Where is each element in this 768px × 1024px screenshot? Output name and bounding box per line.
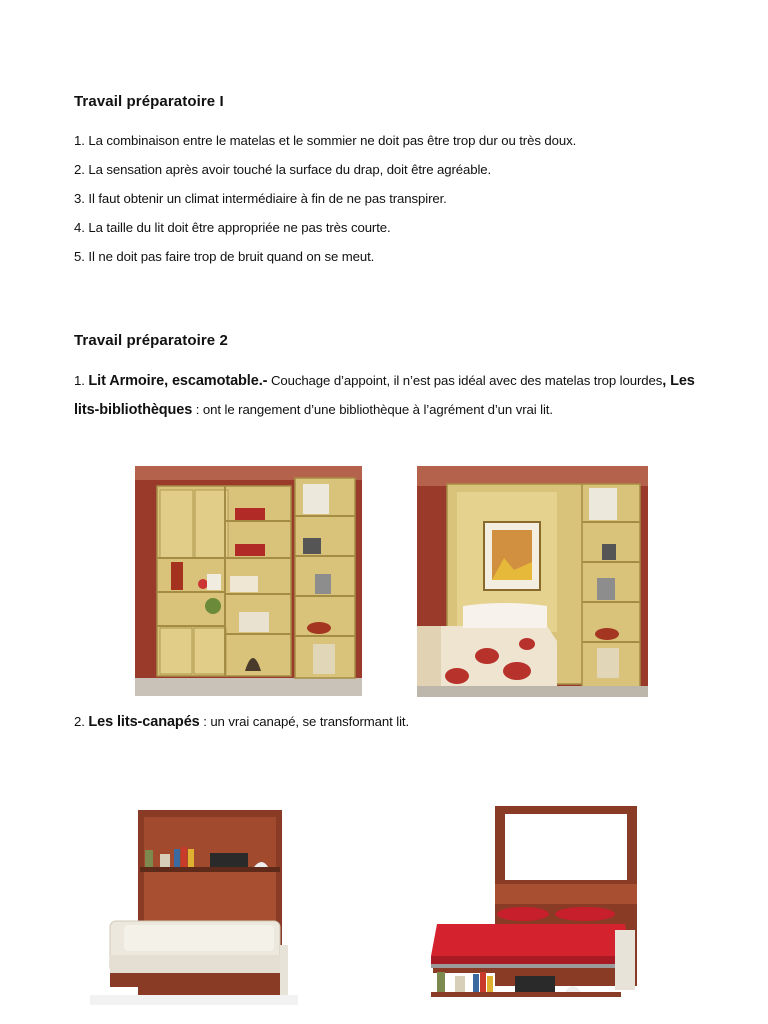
paragraph-text: : ont le rangement d’une bibliothèque à l’agrément d’un vrai lit. xyxy=(192,401,553,417)
list-item-text: La sensation après avoir touché la surface du drap, doit être agréable. xyxy=(88,162,492,177)
list-item xyxy=(74,218,576,247)
wall-bed-closed-bookcase-photo xyxy=(135,466,362,696)
section2-title: Travail préparatoire 2 xyxy=(74,332,228,349)
list-item-text: Il faut obtenir un climat intermédiaire à fin de ne pas transpirer. xyxy=(88,191,447,206)
bold-term-sofa-beds: Les lits-canapés xyxy=(88,714,200,730)
list-item-number: 5. xyxy=(74,249,85,264)
list-item-number: 3. xyxy=(74,191,85,206)
paragraph-text: Couchage d’appoint, il n’est pas idéal avec des matelas trop lourdes xyxy=(267,373,663,388)
list-item-number: 2. xyxy=(74,162,85,177)
section1-title: Travail préparatoire I xyxy=(74,93,224,110)
sofa-wall-bed-open-photo xyxy=(425,800,645,1010)
requirements-list xyxy=(74,131,576,276)
list-item xyxy=(74,131,576,160)
list-item-number: 4. xyxy=(74,220,85,235)
paragraph-number: 2. xyxy=(74,714,85,729)
sofa-wall-bed-closed-photo xyxy=(90,805,298,1005)
paragraph-number: 1. xyxy=(74,373,85,388)
list-item-text: La combinaison entre le matelas et le sommier ne doit pas être trop dur ou très doux. xyxy=(88,133,577,148)
list-item xyxy=(74,247,576,276)
wall-bed-paragraph xyxy=(74,367,714,424)
bold-term-bookcase-beds: , Les lits-bibliothèques xyxy=(74,373,695,418)
paragraph-text: : un vrai canapé, se transformant lit. xyxy=(199,714,410,729)
list-item xyxy=(74,160,576,189)
list-item-text: La taille du lit doit être appropriée ne pas très courte. xyxy=(88,220,391,235)
list-item-text: Il ne doit pas faire trop de bruit quand on se meut. xyxy=(88,249,375,264)
list-item xyxy=(74,189,576,218)
sofa-bed-paragraph xyxy=(74,708,714,737)
bold-term-wall-bed: Lit Armoire, escamotable.- xyxy=(88,373,268,389)
wall-bed-open-bookcase-photo xyxy=(417,466,648,697)
list-item-number: 1. xyxy=(74,133,85,148)
